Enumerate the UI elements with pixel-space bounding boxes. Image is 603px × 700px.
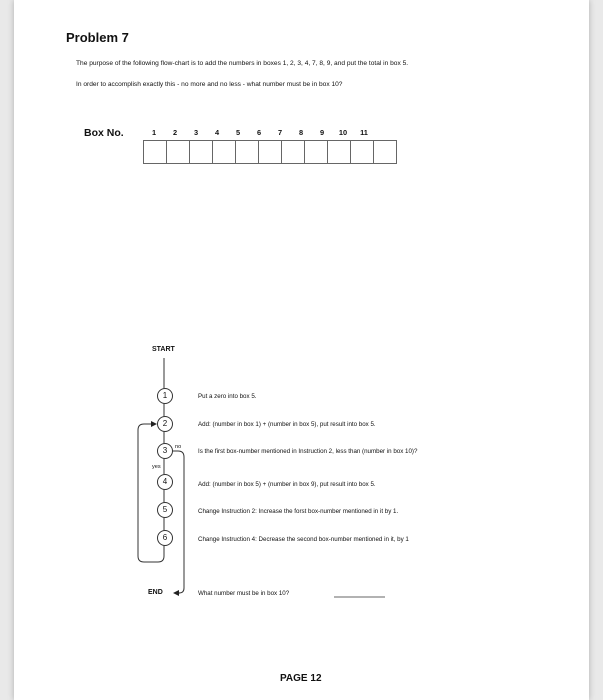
instruction-6: Change Instruction 4: Decrease the second box-number mentioned in it, by 1 [198,536,409,543]
flow-end-label: END [148,589,163,596]
box-number: 5 [235,128,241,137]
box-number: 11 [360,128,368,137]
box-number: 9 [319,128,325,137]
box-number: 2 [172,128,178,137]
box-number: 7 [277,128,283,137]
problem-title: Problem 7 [66,30,129,45]
box-number: 1 [151,128,157,137]
step-circle: 1 [157,388,173,404]
box-number: 6 [256,128,262,137]
box-number: 10 [338,128,348,137]
box-number: 3 [193,128,199,137]
instruction-2: Add: (number in box 1) + (number in box 5), put result into box 5. [198,421,376,428]
box-number: 4 [214,128,220,137]
step-circle: 5 [157,502,173,518]
flowchart-connectors [14,0,589,700]
no-branch-connector [172,451,184,593]
instruction-3: Is the first box-number mentioned in Instruction 2, less than (number in box 10)? [198,448,418,455]
step-circle: 4 [157,474,173,490]
instruction-4: Add: (number in box 5) + (number in box 9), put result into box 5. [198,481,376,488]
step-circle: 3 [157,443,173,459]
step-circle: 2 [157,416,173,432]
intro-line-1: The purpose of the following flow-chart is to add the numbers in boxes 1, 2, 3, 4, 7, 8, 9, and put the total in box 5. [76,60,409,67]
intro-line-2: In order to accomplish exactly this - no more and no less - what number must be in box 10? [76,81,343,88]
flow-start-label: START [152,346,175,353]
yes-label: yes [152,464,161,470]
instruction-1: Put a zero into box 5. [198,393,257,400]
step-circle: 6 [157,530,173,546]
document-page [14,0,589,700]
no-label: no [175,444,182,450]
box-number: 8 [298,128,304,137]
box-no-label: Box No. [84,127,124,139]
question-text: What number must be in box 10? [198,590,290,597]
instruction-5: Change Instruction 2: Increase the forst box-number mentioned in it by 1. [198,508,399,515]
page-number: PAGE 12 [280,673,322,684]
